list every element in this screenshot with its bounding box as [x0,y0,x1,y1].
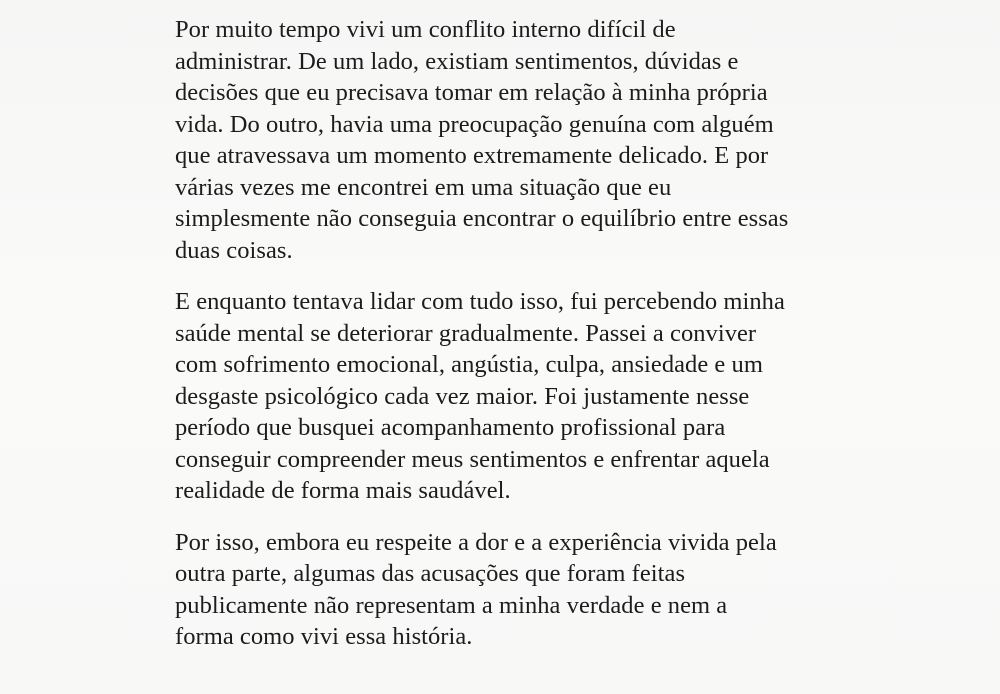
text-line: conseguir compreender meus sentimentos e enfrentar aquela [175,445,770,473]
text-line: Por isso, embora eu respeite a dor e a experiência vivida pela [175,528,777,556]
text-line: E enquanto tentava lidar com tudo isso, fui percebendo minha [175,288,785,315]
text-line: decisões que eu precisava tomar em relação à minha própria [175,79,768,106]
text-line: duas coisas. [175,236,293,264]
text-line: publicamente não representam a minha verdade e nem a [175,591,728,619]
text-line: realidade de forma mais saudável. [175,477,511,504]
text-line: simplesmente não conseguia encontrar o equilíbrio entre essas [175,205,789,232]
paragraph-3 [175,527,865,653]
text-line: que atravessava um momento extremamente delicado. E por [175,142,769,169]
text-line: saúde mental se deteriorar gradualmente. Passei a conviver [175,319,757,347]
text-line: Por muito tempo vivi um conflito interno difícil de [175,16,676,43]
text-line: várias vezes me encontrei em uma situação que eu [175,173,672,201]
paragraph-1 [175,14,865,266]
text-line: com sofrimento emocional, angústia, culpa, ansiedade e um [175,351,763,378]
text-line: vida. Do outro, havia uma preocupação genuína com alguém [175,110,774,138]
text-line: forma como vivi essa história. [175,623,473,650]
text-line: período que busquei acompanhamento profissional para [175,414,726,441]
text-line: desgaste psicológico cada vez maior. Foi justamente nesse [175,382,750,410]
text-line: outra parte, algumas das acusações que foram feitas [175,560,686,587]
text-line: administrar. De um lado, existiam sentimentos, dúvidas e [175,47,739,75]
statement-text [175,14,865,673]
paragraph-2 [175,286,865,507]
